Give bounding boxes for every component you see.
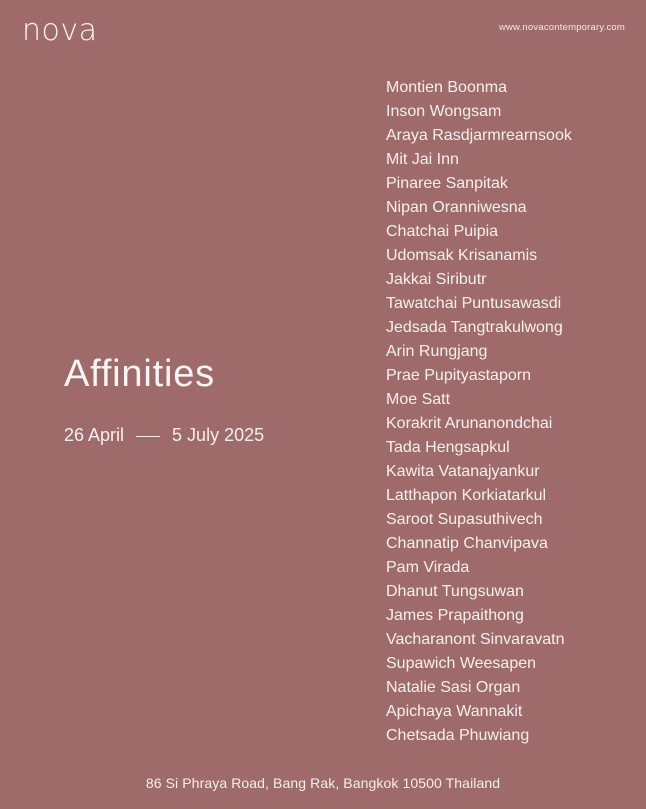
- artist-name: Natalie Sasi Organ: [386, 679, 521, 696]
- artist-name: Apichaya Wannakit: [386, 703, 523, 720]
- exhibition-dates: [64, 425, 264, 446]
- artist-name: Tawatchai Puntusawasdi: [386, 295, 562, 312]
- artist-name: Pinaree Sanpitak: [386, 175, 508, 192]
- artist-name: Latthapon Korkiatarkul: [386, 487, 547, 504]
- artist-name: Arin Rungjang: [386, 343, 488, 360]
- artist-name: Prae Pupityastaporn: [386, 367, 531, 384]
- artist-name: Nipan Oranniwesna: [386, 199, 527, 216]
- gallery-logo: nova: [22, 13, 98, 48]
- date-separator: [136, 436, 160, 437]
- artist-name: Kawita Vatanajyankur: [386, 463, 540, 480]
- exhibition-title: Affinities: [64, 353, 215, 395]
- artist-name: Chetsada Phuwiang: [386, 727, 530, 744]
- artist-name: Dhanut Tungsuwan: [386, 583, 524, 600]
- artist-name: Montien Boonma: [386, 79, 507, 96]
- artist-name: Inson Wongsam: [386, 103, 502, 120]
- artist-list: [386, 77, 636, 749]
- website-link[interactable]: www.novacontemporary.com: [498, 22, 625, 33]
- start-date: 26 April: [64, 425, 125, 445]
- artist-name: Korakrit Arunanondchai: [386, 415, 553, 432]
- artist-name: Mit Jai Inn: [386, 151, 459, 168]
- artist-name: Saroot Supasuthivech: [386, 511, 543, 528]
- artist-name: Chatchai Puipia: [386, 223, 499, 240]
- artist-name: Jakkai Siributr: [386, 271, 487, 288]
- artist-name: Vacharanont Sinvaravatn: [386, 631, 565, 648]
- gallery-address: 86 Si Phraya Road, Bang Rak, Bangkok 10500 Thailand: [145, 775, 501, 791]
- artist-name: Moe Satt: [386, 391, 451, 408]
- artist-name: Araya Rasdjarmrearnsook: [386, 127, 572, 144]
- artist-name: Channatip Chanvipava: [386, 535, 548, 552]
- artist-name: Supawich Weesapen: [386, 655, 537, 672]
- artist-name: Tada Hengsapkul: [386, 439, 510, 456]
- artist-name: James Prapaithong: [386, 607, 524, 624]
- artist-name: Udomsak Krisanamis: [386, 247, 538, 264]
- artist-name: Pam Virada: [386, 559, 470, 576]
- artist-name: Jedsada Tangtrakulwong: [386, 319, 563, 336]
- end-date: 5 July 2025: [172, 425, 265, 445]
